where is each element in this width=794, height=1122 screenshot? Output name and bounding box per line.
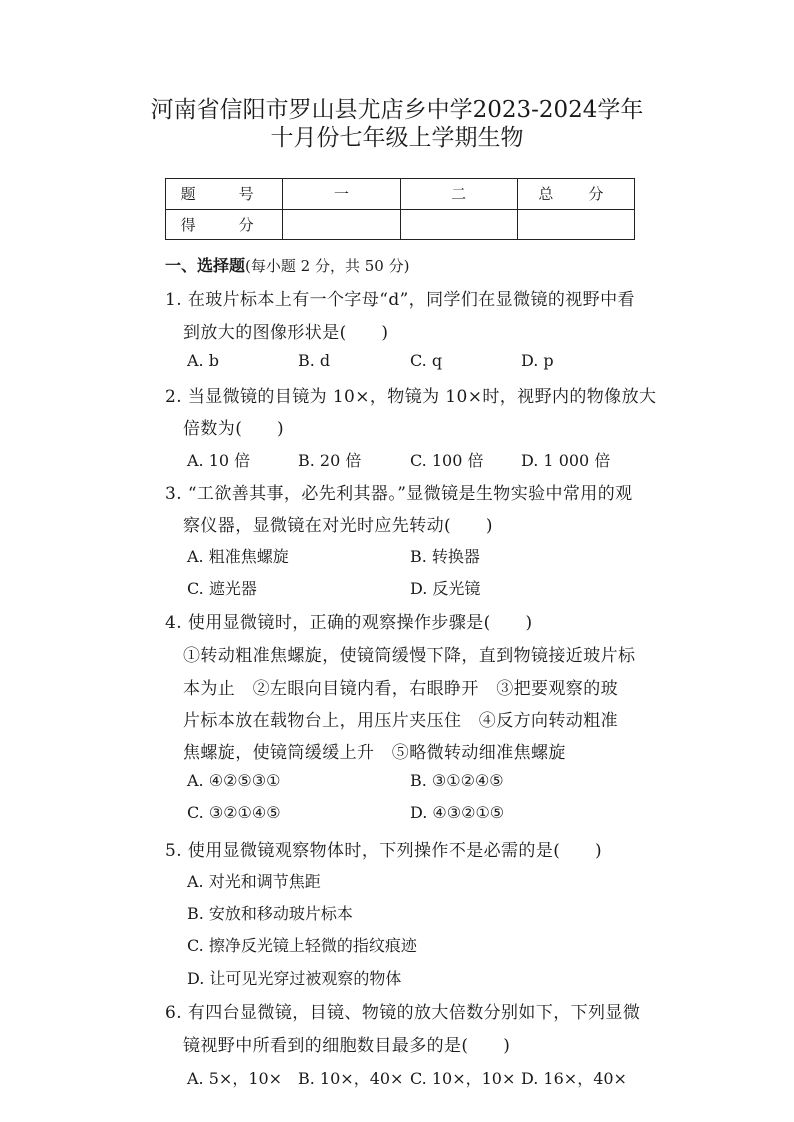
question-4-option-c: C. ③②①④⑤ xyxy=(187,803,281,822)
score-cell-score-label: 得 分 xyxy=(166,209,283,240)
question-3-option-c: C. 遮光器 xyxy=(187,579,257,598)
question-5-line-1: 5. 使用显微镜观察物体时，下列操作不是必需的是( ) xyxy=(165,841,603,861)
question-2-option-b: B. 20 倍 xyxy=(298,451,362,470)
score-table-header-row xyxy=(166,179,635,210)
question-1-option-c: C. q xyxy=(410,351,443,370)
question-6-line-1: 6. 有四台显微镜，目镜、物镜的放大倍数分别如下，下列显微 xyxy=(165,1003,641,1023)
question-2-line-2: 倍数为( ) xyxy=(183,419,285,439)
score-cell-total: 总 分 xyxy=(517,179,634,210)
question-2-line-1: 2. 当显微镜的目镜为 10×，物镜为 10×时，视野内的物像放大 xyxy=(165,387,657,407)
question-6-option-a: A. 5×，10× xyxy=(187,1069,283,1088)
score-cell-score-2 xyxy=(400,209,517,240)
question-5-option-c: C. 擦净反光镜上轻微的指纹痕迹 xyxy=(187,936,417,955)
exam-title-line-2: 十月份七年级上学期生物 xyxy=(270,125,524,151)
section-title: 一、选择题 xyxy=(165,256,246,275)
section-heading xyxy=(165,253,409,276)
question-5-option-d: D. 让可见光穿过被观察的物体 xyxy=(187,969,402,988)
question-2-option-d: D. 1 000 倍 xyxy=(521,451,611,470)
question-1-option-b: B. d xyxy=(298,351,331,370)
question-5-option-b: B. 安放和移动玻片标本 xyxy=(187,904,353,923)
question-3-option-b: B. 转换器 xyxy=(410,547,480,566)
question-4-option-a: A. ④②⑤③① xyxy=(187,771,281,790)
question-3-option-a: A. 粗准焦螺旋 xyxy=(187,547,289,566)
question-6-line-2: 镜视野中所看到的细胞数目最多的是( ) xyxy=(183,1036,511,1056)
question-2-option-a: A. 10 倍 xyxy=(187,451,251,470)
exam-title-line-1: 河南省信阳市罗山县尤店乡中学2023-2024学年 xyxy=(150,97,644,123)
question-6-option-d: D. 16×，40× xyxy=(521,1069,627,1088)
section-note: (每小题 2 分，共 50 分) xyxy=(245,257,410,275)
score-cell-label: 题 号 xyxy=(166,179,283,210)
score-cell-score-total xyxy=(517,209,634,240)
question-1-option-a: A. b xyxy=(187,351,219,370)
question-4-line-2: ①转动粗准焦螺旋，使镜筒缓慢下降，直到物镜接近玻片标 xyxy=(183,646,636,666)
question-4-option-b: B. ③①②④⑤ xyxy=(410,771,504,790)
question-4-line-5: 焦螺旋，使镜筒缓缓上升 ⑤略微转动细准焦螺旋 xyxy=(183,743,566,763)
score-cell-part-1: 一 xyxy=(283,179,400,210)
question-3-option-d: D. 反光镜 xyxy=(410,579,481,598)
question-4-line-4: 片标本放在载物台上，用压片夹压住 ④反方向转动粗准 xyxy=(183,711,618,731)
question-6-option-b: B. 10×，40× xyxy=(298,1069,404,1088)
question-3-line-1: 3. “工欲善其事，必先利其器。”显微镜是生物实验中常用的观 xyxy=(165,484,633,504)
score-table-score-row xyxy=(166,209,635,240)
question-5-option-a: A. 对光和调节焦距 xyxy=(187,872,321,891)
score-table xyxy=(165,178,635,240)
score-cell-part-2: 二 xyxy=(400,179,517,210)
question-4-line-1: 4. 使用显微镜时，正确的观察操作步骤是( ) xyxy=(165,613,533,633)
question-2-option-c: C. 100 倍 xyxy=(410,451,484,470)
score-cell-score-1 xyxy=(283,209,400,240)
question-1-line-1: 1. 在玻片标本上有一个字母“d”，同学们在显微镜的视野中看 xyxy=(165,290,635,310)
question-4-line-3: 本为止 ②左眼向目镜内看，右眼睁开 ③把要观察的玻 xyxy=(183,679,618,699)
question-1-option-d: D. p xyxy=(521,351,554,370)
question-6-option-c: C. 10×，10× xyxy=(410,1069,516,1088)
question-3-line-2: 察仪器，显微镜在对光时应先转动( ) xyxy=(183,516,493,536)
question-4-option-d: D. ④③②①⑤ xyxy=(410,803,505,822)
question-1-line-2: 到放大的图像形状是( ) xyxy=(183,323,389,343)
